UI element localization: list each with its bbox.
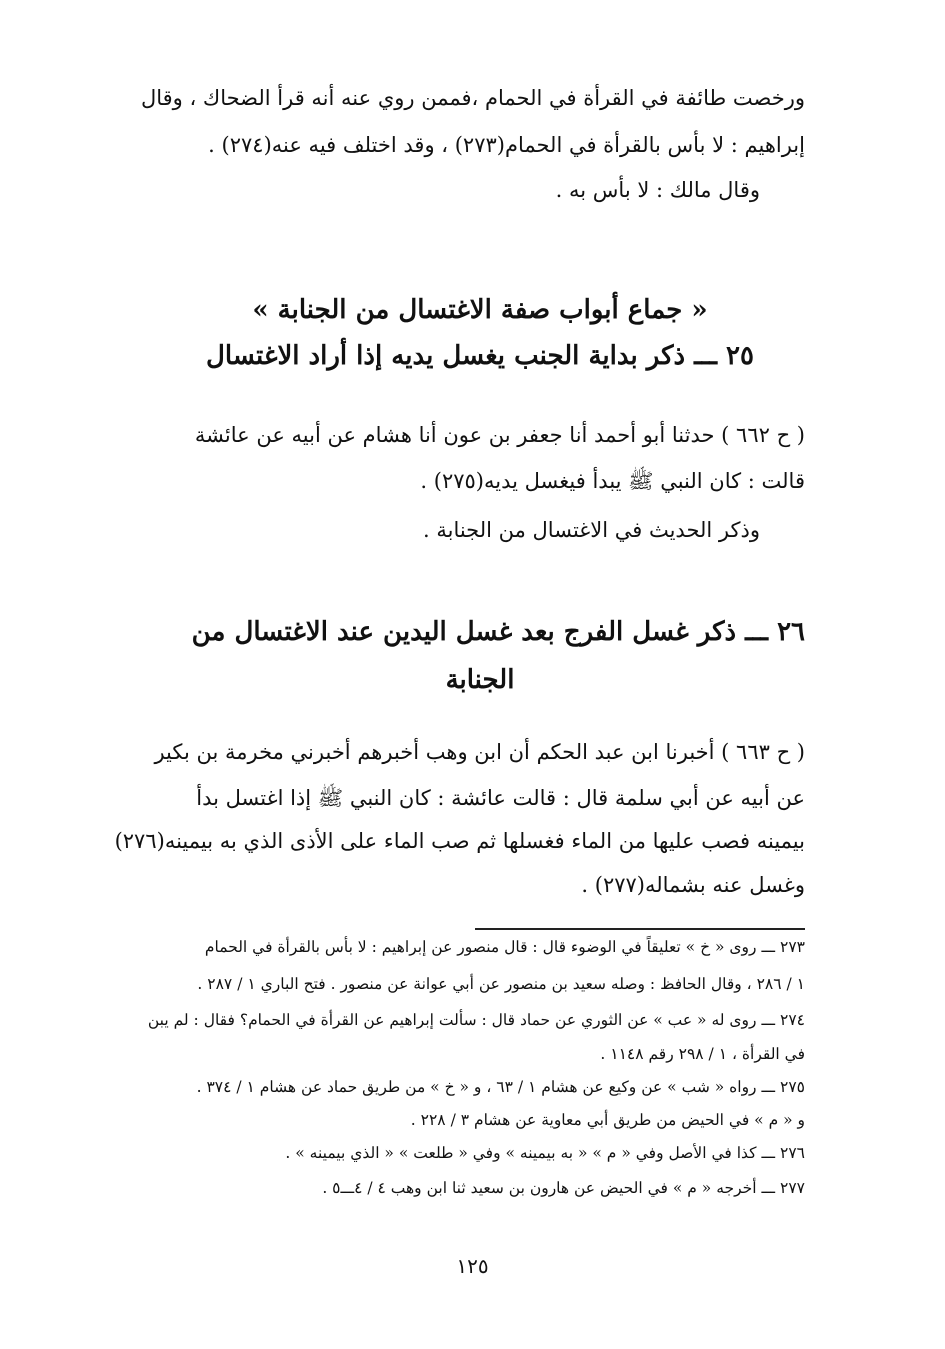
footnote-274-line-2: في القرأة ، ١ / ٢٩٨ رقم ١١٤٨ . <box>600 1045 805 1063</box>
footnote-275-line-1: ٢٧٥ ـــ رواه « شب » عن وكيع عن هشام ١ / ٦٣ ، و « خ » من طريق حماد عن هشام ١ / ٣٧٤ . <box>196 1078 805 1096</box>
footnote-277: ٢٧٧ ـــ أخرجه « م » في الحيض عن هارون بن سعيد ثنا ابن وهب ٤ / ٤ـــ٥ . <box>322 1179 805 1197</box>
hadith-662-line-3: وذكر الحديث في الاغتسال من الجنابة . <box>422 518 760 542</box>
hadith-663-line-3: بيمينه فصب عليها من الماء فغسلها ثم صب الماء على الأذى الذي به بيمينه(٢٧٦) <box>114 829 805 853</box>
hadith-663-line-1: ( ح ٦٦٣ ) أخبرنا ابن عبد الحكم أن ابن وهب أخبرهم أخبرني مخرمة بن بكير <box>154 740 805 764</box>
hadith-662-line-1: ( ح ٦٦٢ ) حدثنا أبو أحمد أنا جعفر بن عون أنا هشام عن أبيه عن عائشة <box>194 423 805 447</box>
footnote-274-line-1: ٢٧٤ ـــ روى له « عب » عن الثوري عن حماد قال : سألت إبراهيم عن القرأة في الحمام؟ فقال : لم يبن <box>147 1011 805 1029</box>
footnote-275-line-2: و « م » في الحيض من طريق أبي معاوية عن هشام ٣ / ٢٢٨ . <box>410 1111 805 1129</box>
hadith-663-line-4: وغسل عنه بشماله(٢٧٧) . <box>581 873 805 897</box>
intro-line-3: وقال مالك : لا بأس به . <box>555 178 760 202</box>
chapter-title: « جماع أبواب صفة الاغتسال من الجنابة » <box>252 295 708 325</box>
section-25-heading: ٢٥ ـــ ذكر بداية الجنب يغسل يديه إذا أراد الاغتسال <box>206 341 754 371</box>
footnote-276: ٢٧٦ ـــ كذا في الأصل وفي « م » « به بيمينه » وفي « طلعت » « الذي بيمينه » . <box>285 1144 805 1162</box>
section-26-heading-cont: الجنابة <box>445 665 515 695</box>
hadith-663-line-2: عن أبيه عن أبي سلمة قال : قالت عائشة : كان النبي ﷺ إذا اغتسل بدأ <box>196 786 805 810</box>
intro-line-2: إبراهيم : لا بأس بالقرأة في الحمام(٢٧٣) ، وقد اختلف فيه عنه(٢٧٤) . <box>208 133 805 157</box>
hadith-662-line-2: قالت : كان النبي ﷺ يبدأ فيغسل يديه(٢٧٥) . <box>420 469 805 493</box>
footnote-273-line-2: ١ / ٢٨٦ ، وقال الحافظ : وصله سعيد بن منصور عن أبي عوانة عن منصور . فتح الباري ١ / ٢٨٧ . <box>197 975 805 993</box>
footnote-273-line-1: ٢٧٣ ـــ روى « خ » تعليقاً في الوضوء قال : قال منصور عن إبراهيم : لا بأس بالقرأة في الحمام <box>204 938 805 956</box>
section-26-heading: ٢٦ ـــ ذكر غسل الفرج بعد غسل اليدين عند الاغتسال من <box>191 617 805 647</box>
intro-line-1: ورخصت طائفة في القرأة في الحمام ،فممن روي عنه أنه قرأ الضحاك ، وقال <box>140 86 805 110</box>
footnote-divider <box>475 928 805 930</box>
page-number: ١٢٥ <box>456 1254 489 1278</box>
